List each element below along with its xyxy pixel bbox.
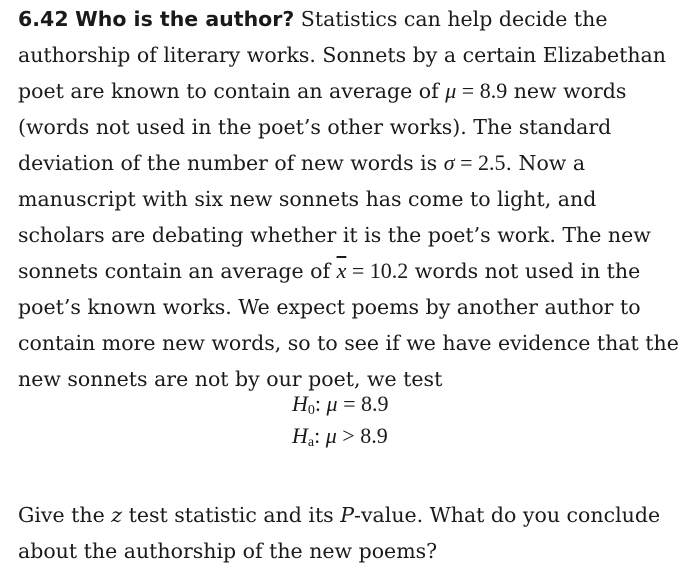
hypothesis-value: > 8.9 [336,423,388,448]
z-symbol: z [111,503,123,527]
p-symbol: P [340,503,355,527]
xbar-value: = 10.2 [346,258,409,283]
h-subscript: a [307,435,315,450]
mu-value: = 8.9 [456,78,508,103]
statement-text-part: new words (words not used in the poet’s other works). The standard deviation of the number of new words is [18,79,627,175]
xbar-expression [337,258,409,283]
statement-text-part: . Now a manuscript with six new sonnets has come to light, and scholars are debating whether it is the poet’s work. The new sonnets contain an average of [18,151,651,283]
exercise-title: Who is the author? [75,7,295,31]
xbar-symbol: $\overline{x}$ [336,258,347,283]
h-symbol: H [292,423,308,448]
hypothesis-colon: : [314,423,326,448]
alternative-hypothesis [292,418,492,461]
sigma-value: = 2.5 [454,150,506,175]
hypothesis-value: = 8.9 [337,391,389,416]
statement-text-part: Statistics can help decide the authorship of literary works. Sonnets by a certain Elizabethan poet are known to contain an average of [18,7,666,103]
sigma-expression [444,150,506,175]
question-text [18,497,688,569]
mu-symbol: μ [325,423,337,448]
statement-text-part: words not used in the poet’s known works. We expect poems by another author to contain more new words, so to see if we have evidence that the new sonnets are not by our poet, we test [18,259,679,391]
question-text-part: -value. What do you conclude about the authorship of the new poems? [18,503,661,563]
problem-statement [18,1,688,397]
hypothesis-colon: : [314,391,327,416]
question-text-part: Give the [18,503,112,527]
sigma-symbol: σ [443,150,455,175]
mu-expression [445,78,507,103]
question-text-part: test statistic and its [122,503,341,527]
h-subscript: 0 [307,403,315,418]
mu-symbol: μ [445,78,457,103]
exercise-number: 6.42 [18,7,69,31]
h-symbol: H [292,391,308,416]
mu-symbol: μ [326,391,338,416]
